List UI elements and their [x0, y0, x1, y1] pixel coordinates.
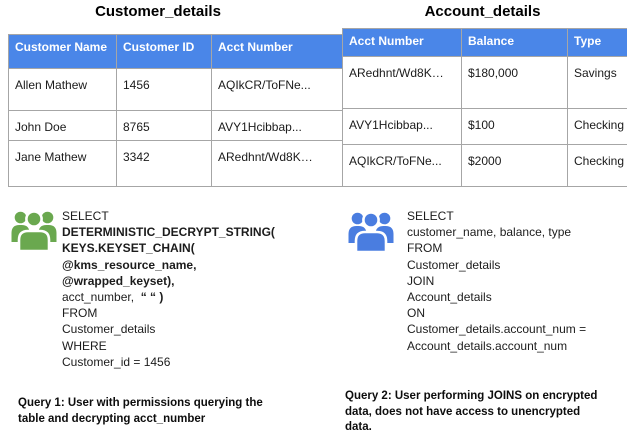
column-header: Customer Name — [9, 35, 117, 69]
code-line: @wrapped_keyset), — [62, 273, 175, 288]
table-cell: Checking — [568, 145, 627, 187]
code-line: KEYS.KEYSET_CHAIN( — [62, 241, 195, 256]
code-line: FROM — [62, 306, 98, 321]
code-line: WHERE — [62, 338, 107, 353]
header-row — [343, 29, 627, 57]
table-cell: AVY1Hcibbap... — [343, 109, 462, 145]
people-group-icon — [10, 207, 58, 252]
query1-caption — [18, 396, 263, 427]
code-line: customer_name, balance, type — [407, 225, 572, 240]
account-details-table-title: Account_details — [424, 3, 541, 20]
caption-line: table and decrypting acct_number — [18, 412, 206, 425]
code-line: SELECT — [407, 209, 454, 223]
column-header: Balance — [462, 29, 568, 57]
code-line: Customer_id = 1456 — [62, 354, 171, 369]
table-cell: Allen Mathew — [9, 69, 117, 111]
table-row — [343, 145, 627, 187]
header-row — [9, 35, 364, 69]
table-cell: Checking — [568, 109, 627, 145]
code-line: FROM — [407, 241, 443, 256]
code-line: SELECT — [62, 209, 109, 223]
caption-line: Query 2: User performing JOINS on encrypted — [345, 390, 598, 402]
column-header: Customer ID — [117, 35, 212, 69]
account-details-table — [342, 28, 627, 187]
column-header: Acct Number — [343, 29, 462, 57]
code-line: DETERMINISTIC_DECRYPT_STRING( — [62, 225, 275, 240]
table-row — [9, 141, 364, 187]
query2-sql-text — [407, 208, 586, 354]
customer-details-table-title: Customer_details — [95, 3, 221, 20]
table-cell: 3342 — [117, 141, 212, 187]
table-row — [343, 109, 627, 145]
column-header: Acct Number — [212, 35, 364, 69]
table-cell: $2000 — [462, 145, 568, 187]
table-cell: $180,000 — [462, 57, 568, 109]
table-cell: ARedhnt/Wd8K… — [212, 141, 364, 187]
customer-details-table — [8, 34, 364, 187]
table-row — [343, 57, 627, 109]
table-row — [9, 111, 364, 141]
people-group-icon — [347, 208, 395, 253]
table-cell: AVY1Hcibbap... — [212, 111, 364, 141]
caption-line: data. — [345, 421, 372, 433]
query2-caption — [345, 389, 597, 436]
query1-sql-text — [62, 208, 275, 370]
table-cell: AQIkCR/ToFNe... — [343, 145, 462, 187]
table-cell: Savings — [568, 57, 627, 109]
caption-line: Query 1: User with permissions querying the — [18, 397, 263, 409]
code-line: JOIN — [407, 273, 435, 288]
table-cell: ARedhnt/Wd8K… — [343, 57, 462, 109]
table-cell: AQIkCR/ToFNe... — [212, 69, 364, 111]
code-line: Customer_details.account_num = — [407, 322, 587, 337]
code-line: @kms_resource_name, — [62, 257, 197, 272]
table-cell: 1456 — [117, 69, 212, 111]
table-row — [9, 69, 364, 111]
column-header: Type — [568, 29, 627, 57]
code-line: ON — [407, 306, 425, 321]
table-cell: John Doe — [9, 111, 117, 141]
code-line: acct_number, “ “ ) — [62, 290, 164, 305]
code-line: Customer_details — [62, 322, 156, 337]
code-line: Account_details — [407, 290, 492, 305]
table-cell: $100 — [462, 109, 568, 145]
caption-line: data, does not have access to unencrypted — [345, 405, 581, 418]
code-line: Customer_details — [407, 257, 501, 272]
code-line: Account_details.account_num — [407, 338, 568, 353]
table-cell: Jane Mathew — [9, 141, 117, 187]
table-cell: 8765 — [117, 111, 212, 141]
